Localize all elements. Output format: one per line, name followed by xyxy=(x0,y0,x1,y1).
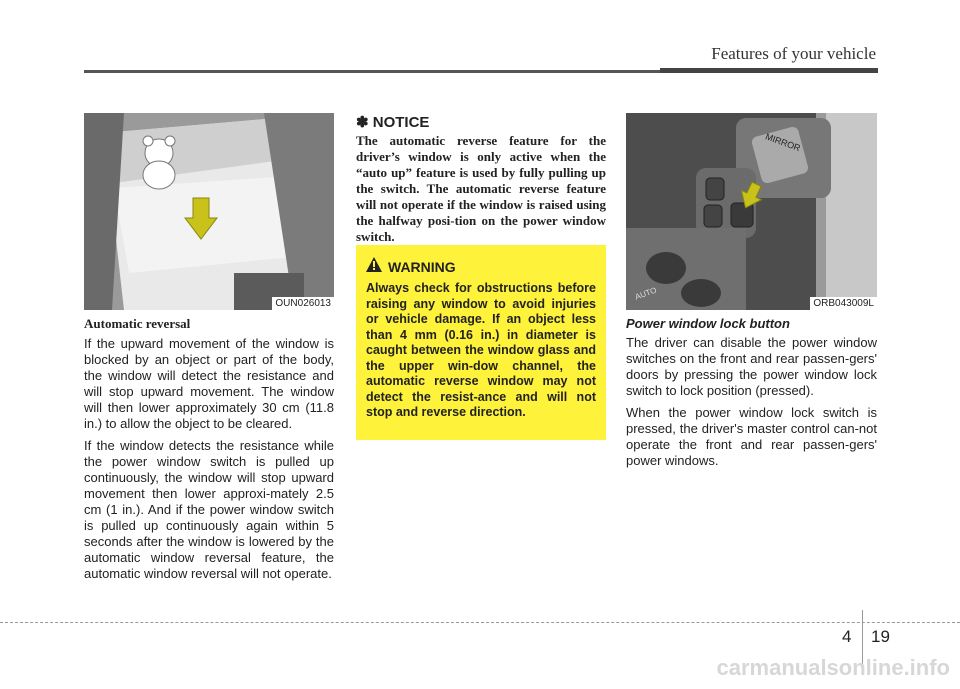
notice-section xyxy=(356,113,606,245)
warning-box xyxy=(356,245,606,440)
paragraph: The driver can disable the power window switches on the front and rear passen-gers' doors by pressing the power window lock switch to lock position (pressed). xyxy=(626,335,877,398)
window-lock-switch-illustration xyxy=(626,113,877,310)
paragraph: If the window detects the resistance while the power window switch is pulled up continuously, the window will stop upward movement then lower approxi-mately 2.5 cm (1 in.). And if the power window switch is pulled up continuously again within 5 seconds after the window is lowered by the automatic window reversal feature, the automatic window reversal will not operate. xyxy=(84,438,334,581)
window-reversal-illustration xyxy=(84,113,334,310)
window-scene-drawing xyxy=(84,113,334,310)
left-column xyxy=(84,316,334,588)
header-title: Features of your vehicle xyxy=(711,44,876,63)
page-number: 19 xyxy=(871,627,890,646)
header-rule-accent xyxy=(660,68,878,73)
chapter-number: 4 xyxy=(842,627,852,646)
power-window-lock-subhead: Power window lock button xyxy=(626,316,790,331)
figure-code-left: OUN026013 xyxy=(272,297,334,310)
right-column xyxy=(626,316,877,475)
notice-title: ✽ NOTICE xyxy=(356,114,430,131)
warning-triangle-icon xyxy=(366,257,382,277)
switch-panel-drawing xyxy=(626,113,877,310)
footer-rule xyxy=(0,622,960,623)
warning-title: WARNING xyxy=(388,259,456,275)
auto-label: AUTO xyxy=(633,285,658,302)
warning-body: Always check for obstructions before raising any window to avoid injuries or vehicle damage. If an object less than 4 mm (0.16 in.) in diameter is caught between the window glass and the upper win-dow channel, the automatic reverse window may not detect the resist-ance and will not stop and reverse direction. xyxy=(366,281,596,419)
notice-body: The automatic reverse feature for the driver’s window is only active when the “auto up” feature is used by fully pulling up the switch. The automatic reverse feature will not operate if the window is raised using the halfway posi-tion on the power window switch. xyxy=(356,133,606,244)
watermark: carmanualsonline.info xyxy=(716,655,950,680)
paragraph: When the power window lock switch is pressed, the driver's master control can-not operate the front and rear passen-gers' power windows. xyxy=(626,405,877,468)
mirror-label: MIRROR xyxy=(764,131,802,154)
automatic-reversal-caption: Automatic reversal xyxy=(84,316,191,331)
paragraph: If the upward movement of the window is blocked by an object or part of the body, the window will detect the resistance and will stop upward movement. The window will then lower approximately 30 cm (11.8 in.) to allow the object to be cleared. xyxy=(84,336,334,431)
figure-code-right: ORB043009L xyxy=(810,297,877,310)
